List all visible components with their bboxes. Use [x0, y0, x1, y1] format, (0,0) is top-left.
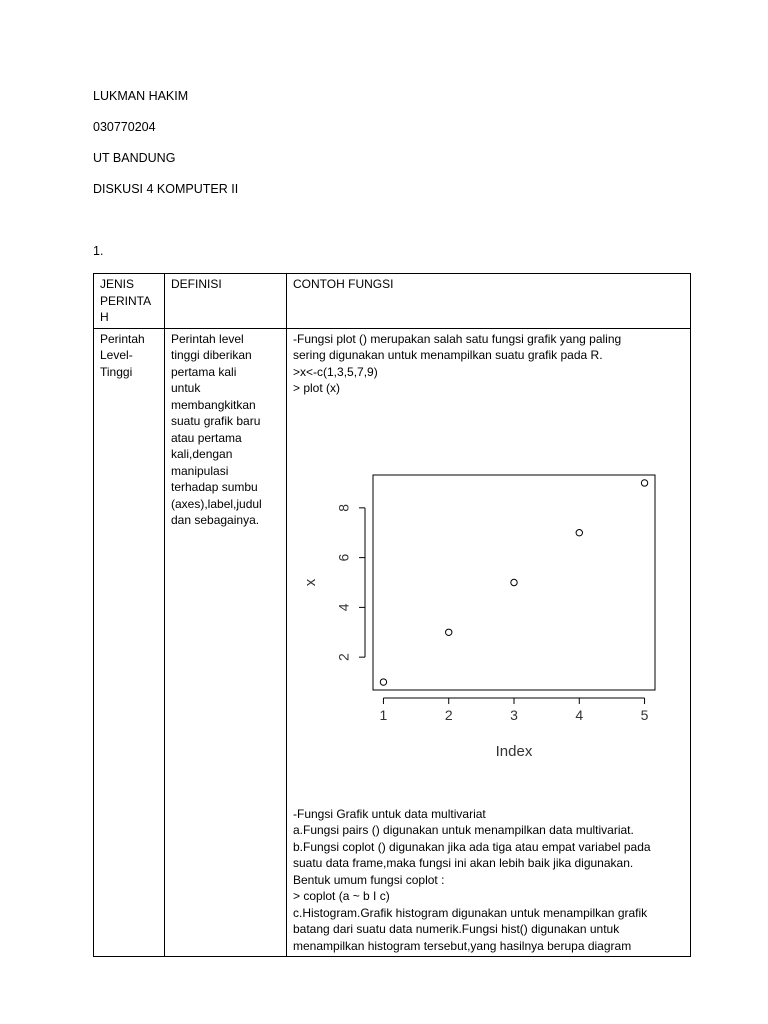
- x-tick-label: 5: [640, 706, 649, 723]
- scatter-chart: [295, 467, 695, 792]
- x-axis-title: Index: [495, 742, 533, 760]
- definition-line: (axes),label,judul: [171, 496, 262, 511]
- code-line: >x<-c(1,3,5,7,9): [293, 364, 378, 379]
- code-line: > plot (x): [293, 381, 341, 395]
- definition-line: dan sebagainya.: [171, 513, 260, 527]
- definition-line: terhadap sumbu: [171, 480, 258, 494]
- definition-line: untuk: [171, 381, 201, 395]
- header-type-line: JENIS: [100, 277, 135, 291]
- y-axis-title: x: [301, 578, 319, 586]
- header-cell-definition: [165, 274, 287, 329]
- example-line: menampilkan histogram tersebut,yang hasilnya berupa diagram: [293, 938, 632, 953]
- table-row: [94, 328, 691, 957]
- data-point: [641, 479, 647, 485]
- multivariate-section: [293, 806, 684, 955]
- data-point: [446, 629, 452, 635]
- y-tick-label: 6: [335, 553, 352, 562]
- example-line: -Fungsi plot () merupakan salah satu fungsi grafik yang paling: [293, 331, 622, 346]
- header-cell-example: [287, 274, 691, 329]
- example-line: suatu data frame,maka fungsi ini akan lebih baik jika digunakan.: [293, 856, 634, 870]
- example-line: batang dari suatu data numerik.Fungsi hist() digunakan untuk: [293, 922, 620, 936]
- plot-frame: [373, 475, 655, 690]
- command-table: [93, 273, 691, 957]
- definition-line: tinggi diberikan: [171, 348, 252, 362]
- code-line: > coplot (a ~ b I c): [293, 889, 390, 903]
- example-line: Bentuk umum fungsi coplot :: [293, 872, 445, 887]
- table-header-row: [94, 274, 691, 329]
- definition-line: suatu grafik baru: [171, 414, 261, 428]
- data-point: [380, 678, 386, 684]
- type-line: Level-: [100, 348, 133, 362]
- definition-cell: [165, 328, 287, 957]
- example-line: b.Fungsi coplot () digunakan jika ada tiga atau empat variabel pada: [293, 839, 651, 854]
- x-tick-label: 4: [575, 706, 584, 723]
- definition-line: Perintah level: [171, 331, 244, 346]
- y-tick-label: 2: [335, 652, 352, 661]
- question-number: 1.: [93, 244, 104, 258]
- type-line: Tinggi: [100, 364, 133, 379]
- data-point: [511, 579, 517, 585]
- type-line: Perintah: [100, 331, 145, 346]
- definition-line: manipulasi: [171, 463, 229, 478]
- type-cell: [94, 328, 165, 957]
- scatter-plot-svg: [295, 467, 695, 792]
- definition-line: atau pertama: [171, 430, 242, 445]
- definition-line: pertama kali: [171, 364, 237, 379]
- document-title: DISKUSI 4 KOMPUTER II: [93, 182, 239, 196]
- y-tick-label: 8: [335, 503, 352, 512]
- example-line: c.Histogram.Grafik histogram digunakan untuk menampilkan grafik: [293, 905, 648, 920]
- example-cell: [287, 328, 691, 957]
- header-type-line: PERINTA: [100, 293, 152, 308]
- header-type-line: H: [100, 310, 109, 324]
- x-tick-label: 2: [444, 706, 453, 723]
- example-line: -Fungsi Grafik untuk data multivariat: [293, 806, 486, 821]
- author-name: LUKMAN HAKIM: [93, 89, 189, 103]
- data-point: [576, 529, 582, 535]
- x-tick-label: 3: [510, 706, 518, 723]
- example-line: a.Fungsi pairs () digunakan untuk menampilkan data multivariat.: [293, 823, 634, 837]
- y-tick-label: 4: [335, 602, 352, 611]
- student-id: 030770204: [93, 120, 156, 134]
- definition-line: kali,dengan: [171, 447, 233, 461]
- university-name: UT BANDUNG: [93, 151, 176, 165]
- header-cell-type: [94, 274, 165, 329]
- example-line: sering digunakan untuk menampilkan suatu grafik pada R.: [293, 348, 603, 362]
- x-tick-label: 1: [379, 706, 388, 723]
- definition-line: membangkitkan: [171, 397, 256, 412]
- header-definition-label: DEFINISI: [171, 277, 222, 291]
- header-example-label: CONTOH FUNGSI: [293, 277, 394, 291]
